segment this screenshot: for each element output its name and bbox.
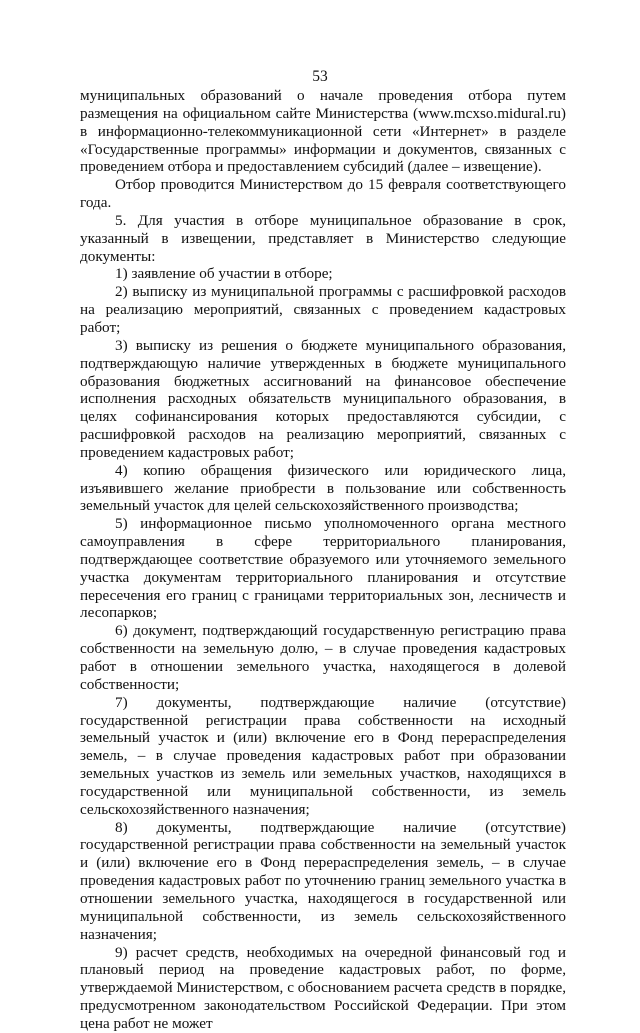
list-item-5: 5) информационное письмо уполномоченного органа местного самоуправления в сфере территориального планирования, подтверждающее соответствие образуемого или уточняемого земельного участка документам территориального планирования и отсутствие пересечения его границ с границами территориальных зон, лесничеств и лесопарков;	[80, 515, 566, 622]
paragraph-selection-deadline: Отбор проводится Министерством до 15 февраля соответствующего года.	[80, 176, 566, 212]
list-item-7: 7) документы, подтверждающие наличие (отсутствие) государственной регистрации права собственности на исходный земельный участок и (или) включение его в Фонд перераспределения земель, – в случае проведения кадастровых работ при образовании земельных участков из земель или земельных участков, находящихся в государственной или муниципальной собственности, из земель сельскохозяйственного назначения;	[80, 693, 566, 818]
list-item-4: 4) копию обращения физического или юридического лица, изъявившего желание приобрести в пользование или собственность земельный участок для целей сельскохозяйственного производства;	[80, 461, 566, 515]
document-body	[80, 87, 566, 1033]
paragraph-item-5: 5. Для участия в отборе муниципальное образование в срок, указанный в извещении, представляет в Министерство следующие документы:	[80, 211, 566, 265]
list-item-1: 1) заявление об участии в отборе;	[115, 265, 333, 283]
list-item-3: 3) выписку из решения о бюджете муниципального образования, подтверждающую наличие утвержденных в бюджете муниципального образования бюджетных ассигнований на финансовое обеспечение исполнения расходных обязательств муниципального образования, в целях софинансирования которых предоставляются субсидии, с расшифровкой расходов на реализацию мероприятий, связанных с проведением кадастровых работ;	[80, 336, 566, 461]
list-item-2: 2) выписку из муниципальной программы с расшифровкой расходов на реализацию мероприятий, связанных с проведением кадастровых работ;	[80, 283, 566, 336]
page-number: 53	[312, 68, 328, 85]
list-item-6: 6) документ, подтверждающий государственную регистрацию права собственности на земельную долю, – в случае проведения кадастровых работ в отношении земельного участка, находящегося в долевой собственности;	[80, 622, 566, 693]
list-item-9: 9) расчет средств, необходимых на очередной финансовый год и плановый период на проведение кадастровых работ, по форме, утверждаемой Министерством, с обоснованием расчета средств в порядке, предусмотренном законодательством Российской Федерации. При этом цена работ не может	[80, 943, 566, 1032]
list-item-8: 8) документы, подтверждающие наличие (отсутствие) государственной регистрации права собственности на земельный участок и (или) включение его в Фонд перераспределения земель, – в случае проведения кадастровых работ по уточнению границ земельного участка в отношении земельного участка, находящегося в государственной или муниципальной собственности, из земель сельскохозяйственного назначения;	[80, 818, 566, 943]
paragraph-intro-continuation: муниципальных образований о начале проведения отбора путем размещения на официальном сайте Министерства (www.mcxso.midural.ru) в информационно-телекоммуникационной сети «Интернет» в разделе «Государственные программы» информации и документов, связанных с проведением отбора и предоставлением субсидий (далее – извещение).	[80, 87, 566, 176]
